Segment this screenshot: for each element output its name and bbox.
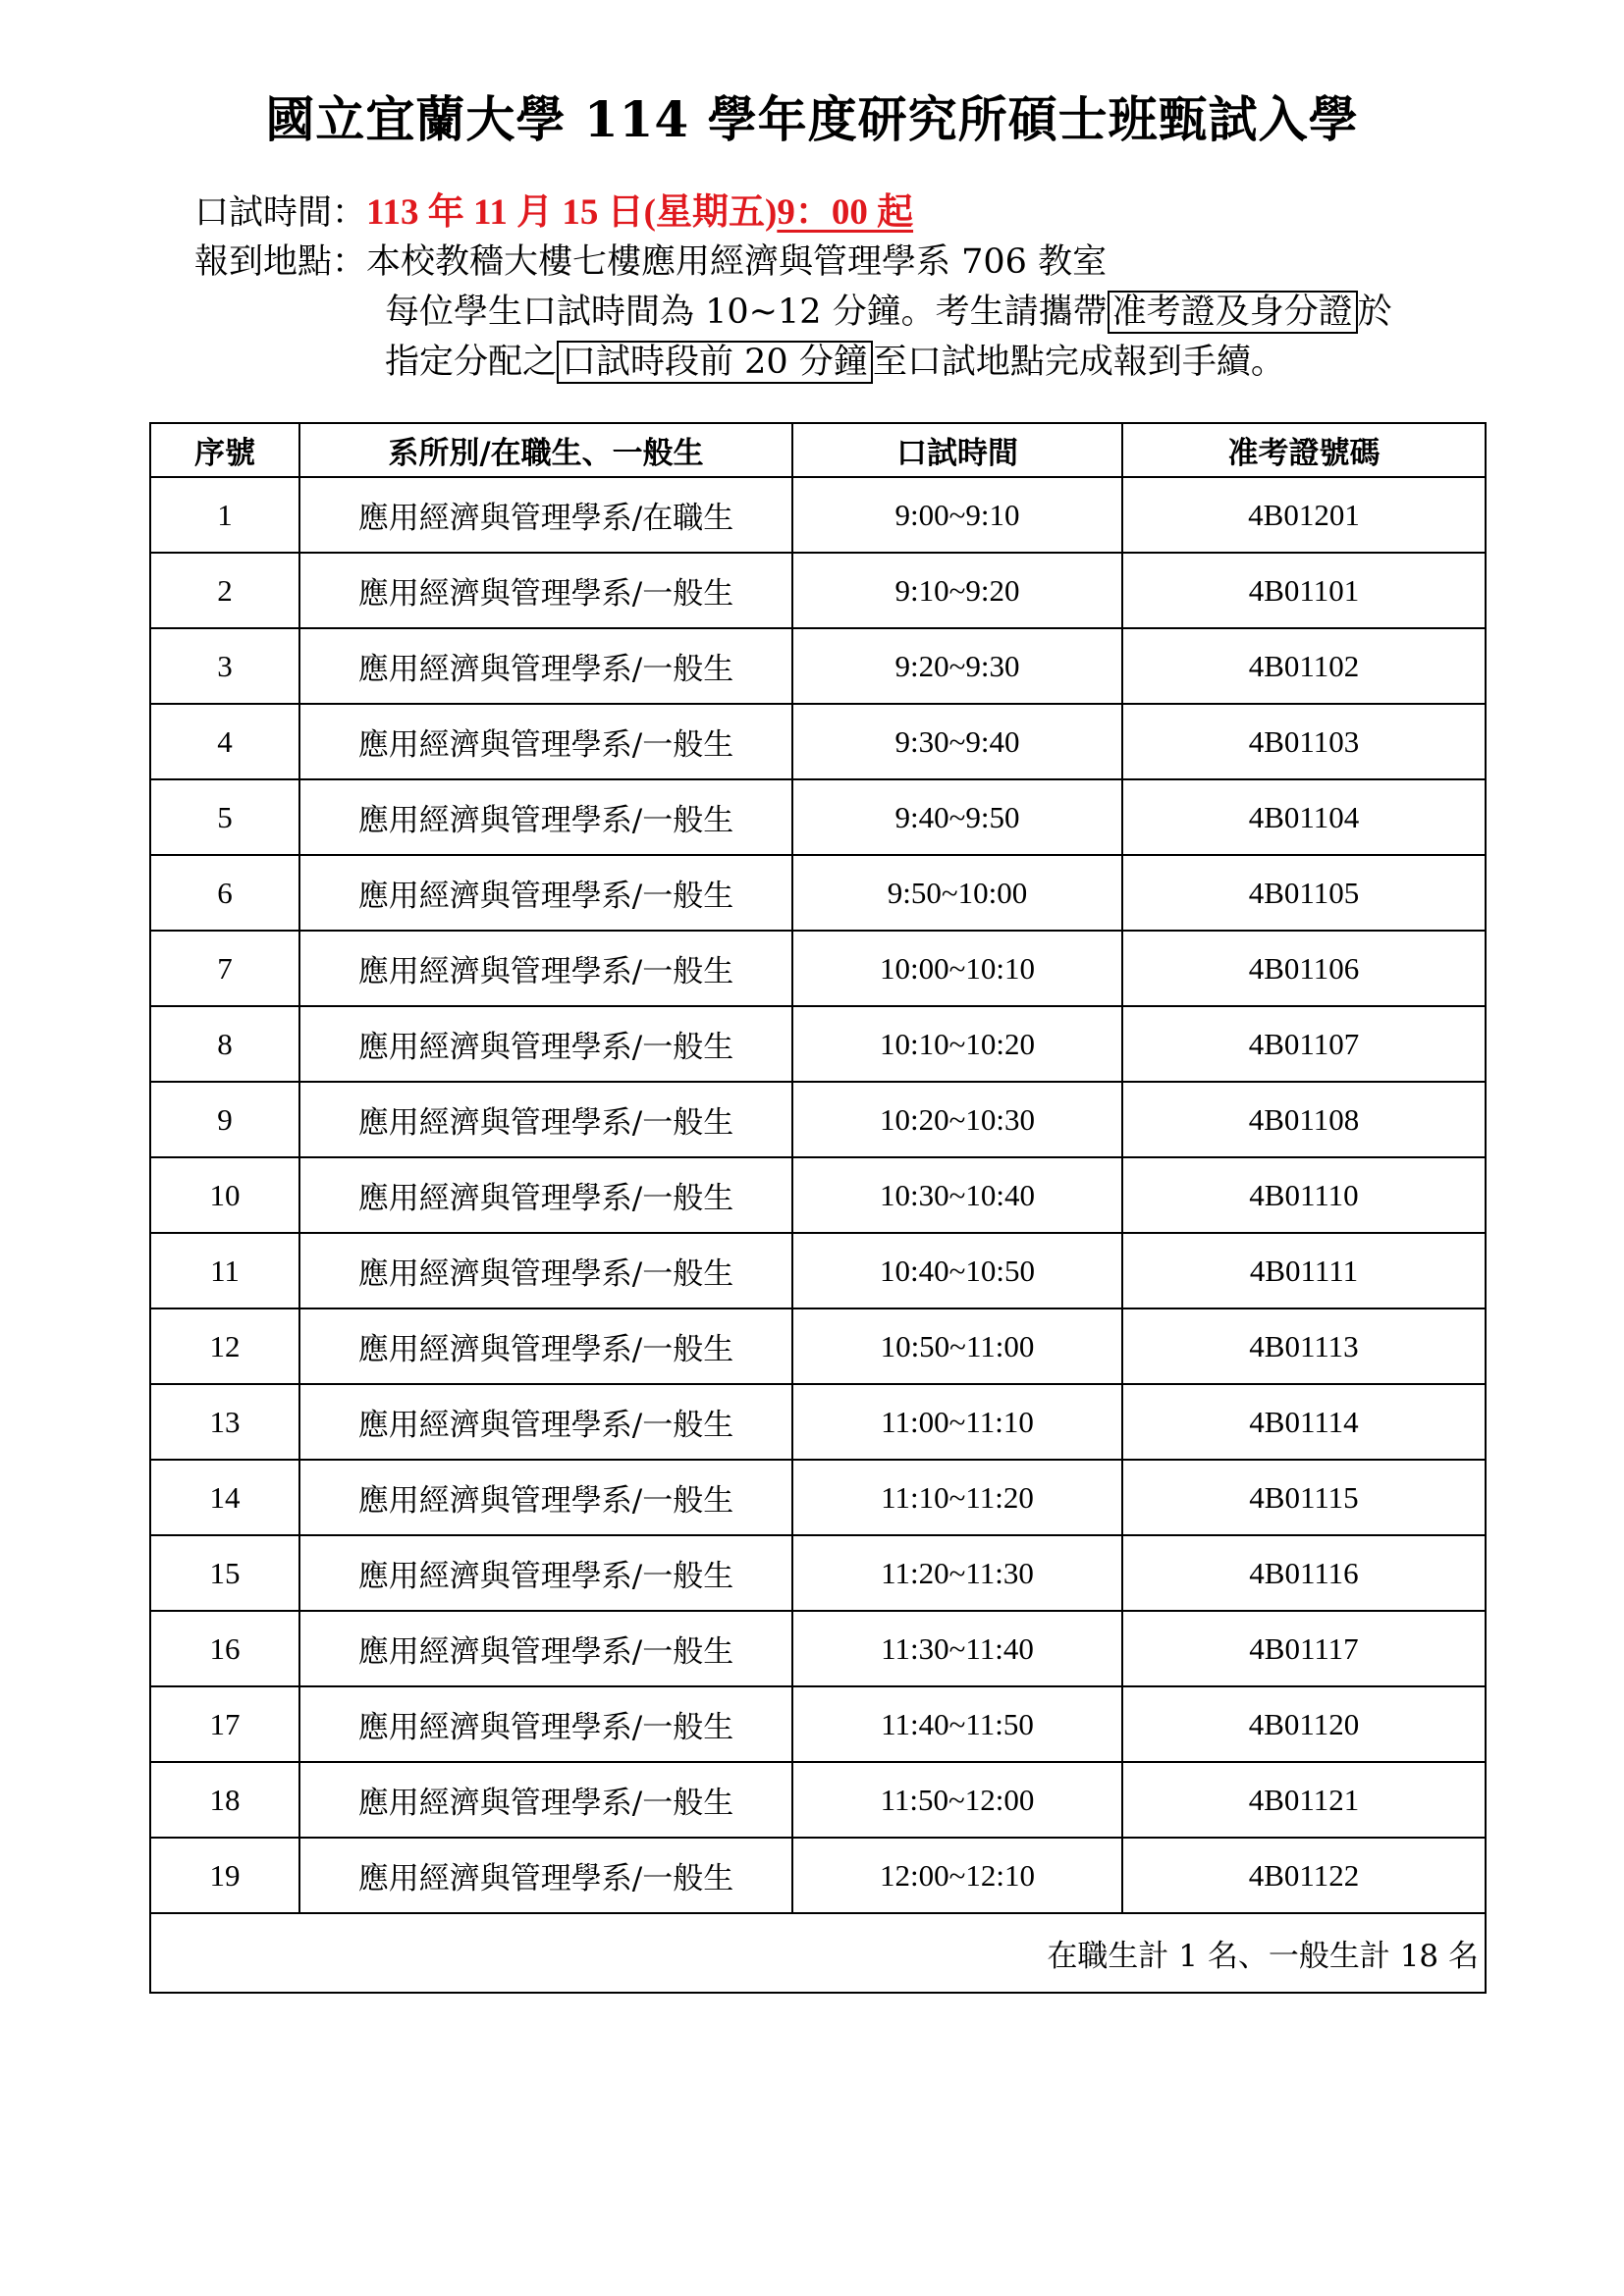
cell-exam-id: 4B01104 — [1122, 779, 1486, 855]
note-text: 每位學生口試時間為 10~12 分鐘。考生請攜帶 — [385, 293, 1108, 332]
cell-exam-id: 4B01107 — [1122, 1006, 1486, 1082]
cell-seq: 2 — [150, 553, 299, 628]
cell-exam-id: 4B01102 — [1122, 628, 1486, 704]
header-dept: 系所別/在職生、一般生 — [299, 423, 792, 477]
note-text: 於 — [1357, 293, 1392, 332]
cell-time: 10:20~10:30 — [792, 1082, 1122, 1157]
table-row — [150, 628, 1486, 704]
cell-time: 11:50~12:00 — [792, 1762, 1122, 1838]
exam-start-time: 9：00 起 — [777, 192, 914, 233]
table-row — [150, 1686, 1486, 1762]
header-seq: 序號 — [150, 423, 299, 477]
exam-time-line — [194, 188, 913, 238]
cell-seq: 1 — [150, 477, 299, 553]
table-row — [150, 931, 1486, 1006]
cell-time: 11:10~11:20 — [792, 1460, 1122, 1535]
cell-dept: 應用經濟與管理學系/一般生 — [299, 553, 792, 628]
cell-dept: 應用經濟與管理學系/一般生 — [299, 1006, 792, 1082]
table-row — [150, 1762, 1486, 1838]
table-row — [150, 1460, 1486, 1535]
cell-exam-id: 4B01121 — [1122, 1762, 1486, 1838]
schedule-table — [149, 422, 1487, 1994]
cell-seq: 6 — [150, 855, 299, 931]
cell-seq: 8 — [150, 1006, 299, 1082]
location-label: 報到地點： — [194, 242, 367, 282]
note-line-2 — [385, 338, 1285, 387]
cell-time: 10:00~10:10 — [792, 931, 1122, 1006]
cell-seq: 11 — [150, 1233, 299, 1308]
cell-exam-id: 4B01115 — [1122, 1460, 1486, 1535]
cell-time: 9:10~9:20 — [792, 553, 1122, 628]
cell-time: 10:40~10:50 — [792, 1233, 1122, 1308]
cell-dept: 應用經濟與管理學系/一般生 — [299, 931, 792, 1006]
cell-exam-id: 4B01201 — [1122, 477, 1486, 553]
cell-dept: 應用經濟與管理學系/一般生 — [299, 1686, 792, 1762]
cell-exam-id: 4B01120 — [1122, 1686, 1486, 1762]
cell-dept: 應用經濟與管理學系/一般生 — [299, 628, 792, 704]
table-row — [150, 1535, 1486, 1611]
cell-seq: 16 — [150, 1611, 299, 1686]
cell-time: 10:30~10:40 — [792, 1157, 1122, 1233]
cell-seq: 5 — [150, 779, 299, 855]
required-documents-box: 准考證及身分證 — [1108, 291, 1358, 334]
table-footer-summary: 在職生計 1 名、一般生計 18 名 — [150, 1913, 1486, 1993]
cell-exam-id: 4B01108 — [1122, 1082, 1486, 1157]
location-line — [194, 238, 1107, 287]
cell-time: 11:40~11:50 — [792, 1686, 1122, 1762]
cell-dept: 應用經濟與管理學系/一般生 — [299, 1308, 792, 1384]
cell-exam-id: 4B01103 — [1122, 704, 1486, 779]
cell-time: 9:00~9:10 — [792, 477, 1122, 553]
table-header-row — [150, 423, 1486, 477]
table-row — [150, 855, 1486, 931]
cell-seq: 10 — [150, 1157, 299, 1233]
table-row — [150, 1838, 1486, 1913]
cell-dept: 應用經濟與管理學系/一般生 — [299, 1384, 792, 1460]
cell-time: 9:40~9:50 — [792, 779, 1122, 855]
cell-exam-id: 4B01113 — [1122, 1308, 1486, 1384]
note-text: 指定分配之 — [385, 343, 558, 382]
cell-exam-id: 4B01105 — [1122, 855, 1486, 931]
cell-time: 10:50~11:00 — [792, 1308, 1122, 1384]
table-row — [150, 1157, 1486, 1233]
cell-dept: 應用經濟與管理學系/一般生 — [299, 1838, 792, 1913]
table-row — [150, 1384, 1486, 1460]
cell-time: 11:30~11:40 — [792, 1611, 1122, 1686]
cell-time: 9:50~10:00 — [792, 855, 1122, 931]
table-row — [150, 779, 1486, 855]
arrival-time-box: 口試時段前 20 分鐘 — [557, 341, 873, 384]
note-text: 至口試地點完成報到手續。 — [872, 343, 1285, 382]
cell-time: 9:20~9:30 — [792, 628, 1122, 704]
exam-time-value — [366, 192, 913, 233]
table-row — [150, 1611, 1486, 1686]
table-row — [150, 704, 1486, 779]
cell-time: 9:30~9:40 — [792, 704, 1122, 779]
cell-dept: 應用經濟與管理學系/一般生 — [299, 704, 792, 779]
cell-dept: 應用經濟與管理學系/一般生 — [299, 1535, 792, 1611]
cell-dept: 應用經濟與管理學系/一般生 — [299, 1460, 792, 1535]
cell-seq: 14 — [150, 1460, 299, 1535]
table-row — [150, 1082, 1486, 1157]
cell-seq: 7 — [150, 931, 299, 1006]
cell-dept: 應用經濟與管理學系/一般生 — [299, 1082, 792, 1157]
cell-exam-id: 4B01111 — [1122, 1233, 1486, 1308]
header-time: 口試時間 — [792, 423, 1122, 477]
table-row — [150, 1233, 1486, 1308]
cell-dept: 應用經濟與管理學系/在職生 — [299, 477, 792, 553]
cell-time: 12:00~12:10 — [792, 1838, 1122, 1913]
table-row — [150, 477, 1486, 553]
cell-time: 11:00~11:10 — [792, 1384, 1122, 1460]
cell-seq: 13 — [150, 1384, 299, 1460]
cell-exam-id: 4B01110 — [1122, 1157, 1486, 1233]
header-exam-id: 准考證號碼 — [1122, 423, 1486, 477]
cell-time: 10:10~10:20 — [792, 1006, 1122, 1082]
cell-dept: 應用經濟與管理學系/一般生 — [299, 1762, 792, 1838]
cell-exam-id: 4B01101 — [1122, 553, 1486, 628]
cell-seq: 15 — [150, 1535, 299, 1611]
exam-date: 113 年 11 月 15 日(星期五) — [366, 192, 778, 233]
cell-exam-id: 4B01116 — [1122, 1535, 1486, 1611]
cell-dept: 應用經濟與管理學系/一般生 — [299, 1157, 792, 1233]
cell-seq: 3 — [150, 628, 299, 704]
cell-exam-id: 4B01122 — [1122, 1838, 1486, 1913]
cell-dept: 應用經濟與管理學系/一般生 — [299, 855, 792, 931]
cell-seq: 9 — [150, 1082, 299, 1157]
cell-dept: 應用經濟與管理學系/一般生 — [299, 1611, 792, 1686]
cell-exam-id: 4B01106 — [1122, 931, 1486, 1006]
table-row — [150, 1308, 1486, 1384]
exam-time-label: 口試時間： — [194, 193, 367, 233]
cell-seq: 18 — [150, 1762, 299, 1838]
cell-seq: 17 — [150, 1686, 299, 1762]
table-footer-row — [150, 1913, 1486, 1993]
cell-exam-id: 4B01117 — [1122, 1611, 1486, 1686]
cell-exam-id: 4B01114 — [1122, 1384, 1486, 1460]
cell-seq: 19 — [150, 1838, 299, 1913]
cell-time: 11:20~11:30 — [792, 1535, 1122, 1611]
page-title: 國立宜蘭大學 114 學年度研究所碩士班甄試入學 — [265, 90, 1359, 148]
cell-dept: 應用經濟與管理學系/一般生 — [299, 1233, 792, 1308]
cell-seq: 12 — [150, 1308, 299, 1384]
table-row — [150, 553, 1486, 628]
table-row — [150, 1006, 1486, 1082]
cell-dept: 應用經濟與管理學系/一般生 — [299, 779, 792, 855]
location-value: 本校教穡大樓七樓應用經濟與管理學系 706 教室 — [366, 242, 1108, 282]
cell-seq: 4 — [150, 704, 299, 779]
note-line-1 — [385, 288, 1392, 337]
